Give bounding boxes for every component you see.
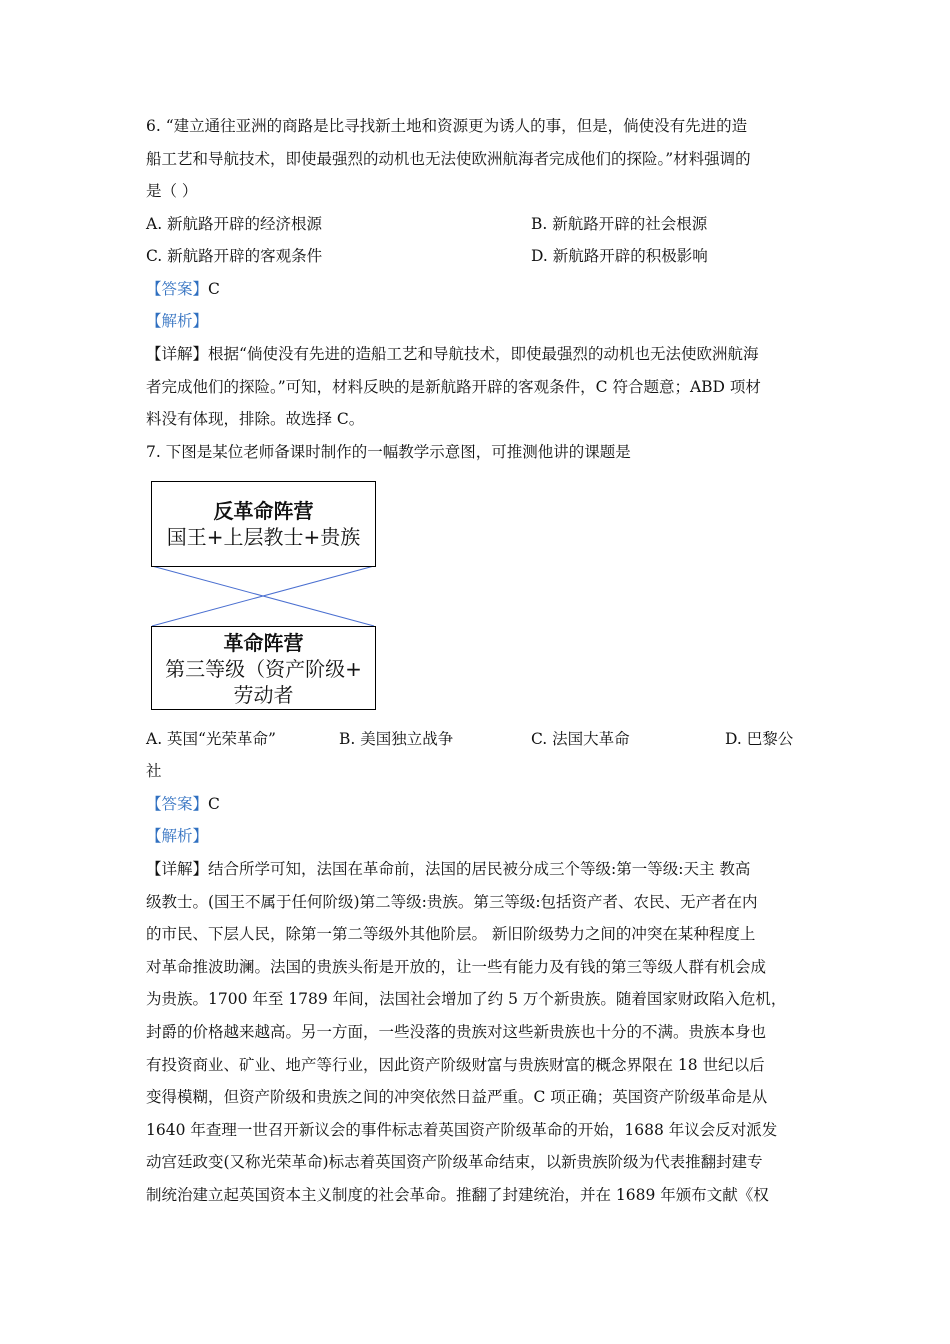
q7-detail-line-10: 动宫廷政变(又称光荣革命)标志着英国资产阶级革命结束，以新贵族阶级为代表推翻封建专 bbox=[146, 1153, 763, 1171]
q6-detail-line-3: 料没有体现，排除。故选择 C。 bbox=[146, 410, 365, 428]
q7-detail-text: 结合所学可知，法国在革命前，法国的居民被分成三个等级:第一等级:天主 教高 bbox=[208, 860, 751, 878]
q7-analysis-tag: 【解析】 bbox=[146, 827, 209, 845]
revolution-camp-members-line-1: 第三等级（资产阶级+ bbox=[165, 657, 362, 681]
q6-stem-line-2: 船工艺和导航技术，即使最强烈的动机也无法使欧洲航海者完成他们的探险。”材料强调的 bbox=[146, 150, 751, 168]
q7-detail-line-6: 封爵的价格越来越高。另一方面，一些没落的贵族对这些新贵族也十分的不满。贵族本身也 bbox=[146, 1023, 767, 1041]
q7-option-a: A. 英国“光荣革命” bbox=[146, 730, 276, 748]
q7-answer bbox=[146, 794, 220, 814]
q7-answer-tag: 【答案】 bbox=[146, 795, 209, 813]
q7-detail-line-11: 制统治建立起英国资本主义制度的社会革命。推翻了封建统治，并在 1689 年颁布文献《权 bbox=[146, 1186, 769, 1204]
q6-detail-text: 根据“倘使没有先进的造船工艺和导航技术，即使最强烈的动机也无法使欧洲航海 bbox=[208, 345, 759, 363]
q6-option-d: D. 新航路开辟的积极影响 bbox=[531, 247, 708, 265]
q7-option-b: B. 美国独立战争 bbox=[339, 730, 454, 748]
q7-option-c: C. 法国大革命 bbox=[531, 730, 630, 748]
q6-option-c: C. 新航路开辟的客观条件 bbox=[146, 247, 323, 265]
q7-detail-line-9: 1640 年查理一世召开新议会的事件标志着英国资产阶级革命的开始，1688 年议会反对派发 bbox=[146, 1121, 778, 1139]
q7-answer-value: C bbox=[208, 795, 220, 813]
revolution-camp-members-line-2: 劳动者 bbox=[233, 683, 294, 707]
q7-stem: 7. 下图是某位老师备课时制作的一幅教学示意图，可推测他讲的课题是 bbox=[146, 443, 631, 461]
q6-analysis-tag: 【解析】 bbox=[146, 312, 209, 330]
q7-detail-line-7: 有投资商业、矿业、地产等行业，因此资产阶级财富与贵族财富的概念界限在 18 世纪以后 bbox=[146, 1056, 765, 1074]
q6-answer-value: C bbox=[208, 280, 220, 298]
q6-detail-line-2: 者完成他们的探险。”可知，材料反映的是新航路开辟的客观条件，C 符合题意；ABD 项材 bbox=[146, 378, 761, 396]
q7-detail-line-3: 的市民、下层人民，除第一第二等级外其他阶层。 新旧阶级势力之间的冲突在某种程度上 bbox=[146, 925, 756, 943]
q7-option-d: D. 巴黎公 bbox=[725, 730, 794, 748]
counter-revolution-camp-members: 国王+上层教士+贵族 bbox=[166, 525, 361, 549]
q6-detail-tag: 【详解】 bbox=[146, 345, 209, 363]
q7-detail-line-4: 对革命推波助澜。法国的贵族头衔是开放的，让一些有能力及有钱的第三等级人群有机会成 bbox=[146, 958, 767, 976]
revolution-camp-title: 革命阵营 bbox=[223, 631, 304, 655]
counter-revolution-camp-title: 反革命阵营 bbox=[213, 499, 314, 523]
q6-option-a: A. 新航路开辟的经济根源 bbox=[146, 215, 323, 233]
q6-stem-line-3: 是（ ） bbox=[146, 182, 198, 200]
q6-answer-tag: 【答案】 bbox=[146, 280, 209, 298]
q7-option-d-wrap: 社 bbox=[146, 762, 162, 780]
q6-stem-line-1: 6. “建立通往亚洲的商路是比寻找新土地和资源更为诱人的事，但是，倘使没有先进的造 bbox=[146, 117, 748, 135]
counter-revolution-camp-box bbox=[151, 481, 376, 567]
revolution-camp-box bbox=[151, 626, 376, 710]
q7-detail-line-8: 变得模糊，但资产阶级和贵族之间的冲突依然日益严重。C 项正确；英国资产阶级革命是从 bbox=[146, 1088, 768, 1106]
q7-detail-line-5: 为贵族。1700 年至 1789 年间，法国社会增加了约 5 万个新贵族。随着国家财政陷入危机， bbox=[146, 990, 787, 1008]
q7-detail-tag: 【详解】 bbox=[146, 860, 209, 878]
q7-detail-line-2: 级教士。(国王不属于任何阶级)第二等级:贵族。第三等级:包括资产者、农民、无产者在内 bbox=[146, 893, 758, 911]
q6-option-b: B. 新航路开辟的社会根源 bbox=[531, 215, 708, 233]
q7-detail-line-1 bbox=[146, 859, 750, 879]
